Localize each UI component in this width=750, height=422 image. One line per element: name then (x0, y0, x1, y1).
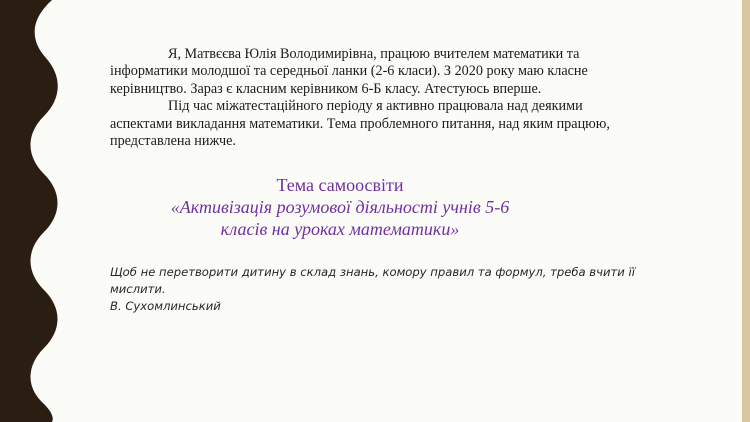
intro-line: представлена нижче. (110, 133, 236, 150)
topic-title: Тема самоосвіти (276, 175, 404, 195)
topic-block (120, 174, 560, 240)
quote-author: В. Сухомлинський (110, 299, 221, 313)
quote-text: Щоб не перетворити дитину в склад знань, комору правил та формул, треба вчити її (110, 265, 635, 279)
quote-text: мислити. (110, 282, 166, 296)
decorative-wavy-band (0, 0, 120, 422)
topic-line: «Активізація розумової діяльності учнів 5-6 (170, 197, 510, 217)
intro-line: Я, Матвєєва Юлія Володимирівна, працюю вчителем математики та (168, 46, 580, 62)
intro-text (110, 46, 630, 150)
quote-block (110, 264, 670, 315)
intro-line: керівництво. Зараз є класним керівником 6-Б класу. Атестуюсь вперше. (110, 80, 542, 97)
intro-line: аспектами викладання математики. Тема проблемного питання, над яким працюю, (110, 115, 610, 132)
intro-line: інформатики молодшої та середньої ланки (2-6 класи). З 2020 року маю класне (110, 63, 588, 80)
right-accent-strip (742, 0, 750, 422)
intro-line: Під час міжатестаційного періоду я активно працювала над деякими (168, 98, 583, 115)
topic-line: класів на уроках математики» (220, 219, 460, 239)
